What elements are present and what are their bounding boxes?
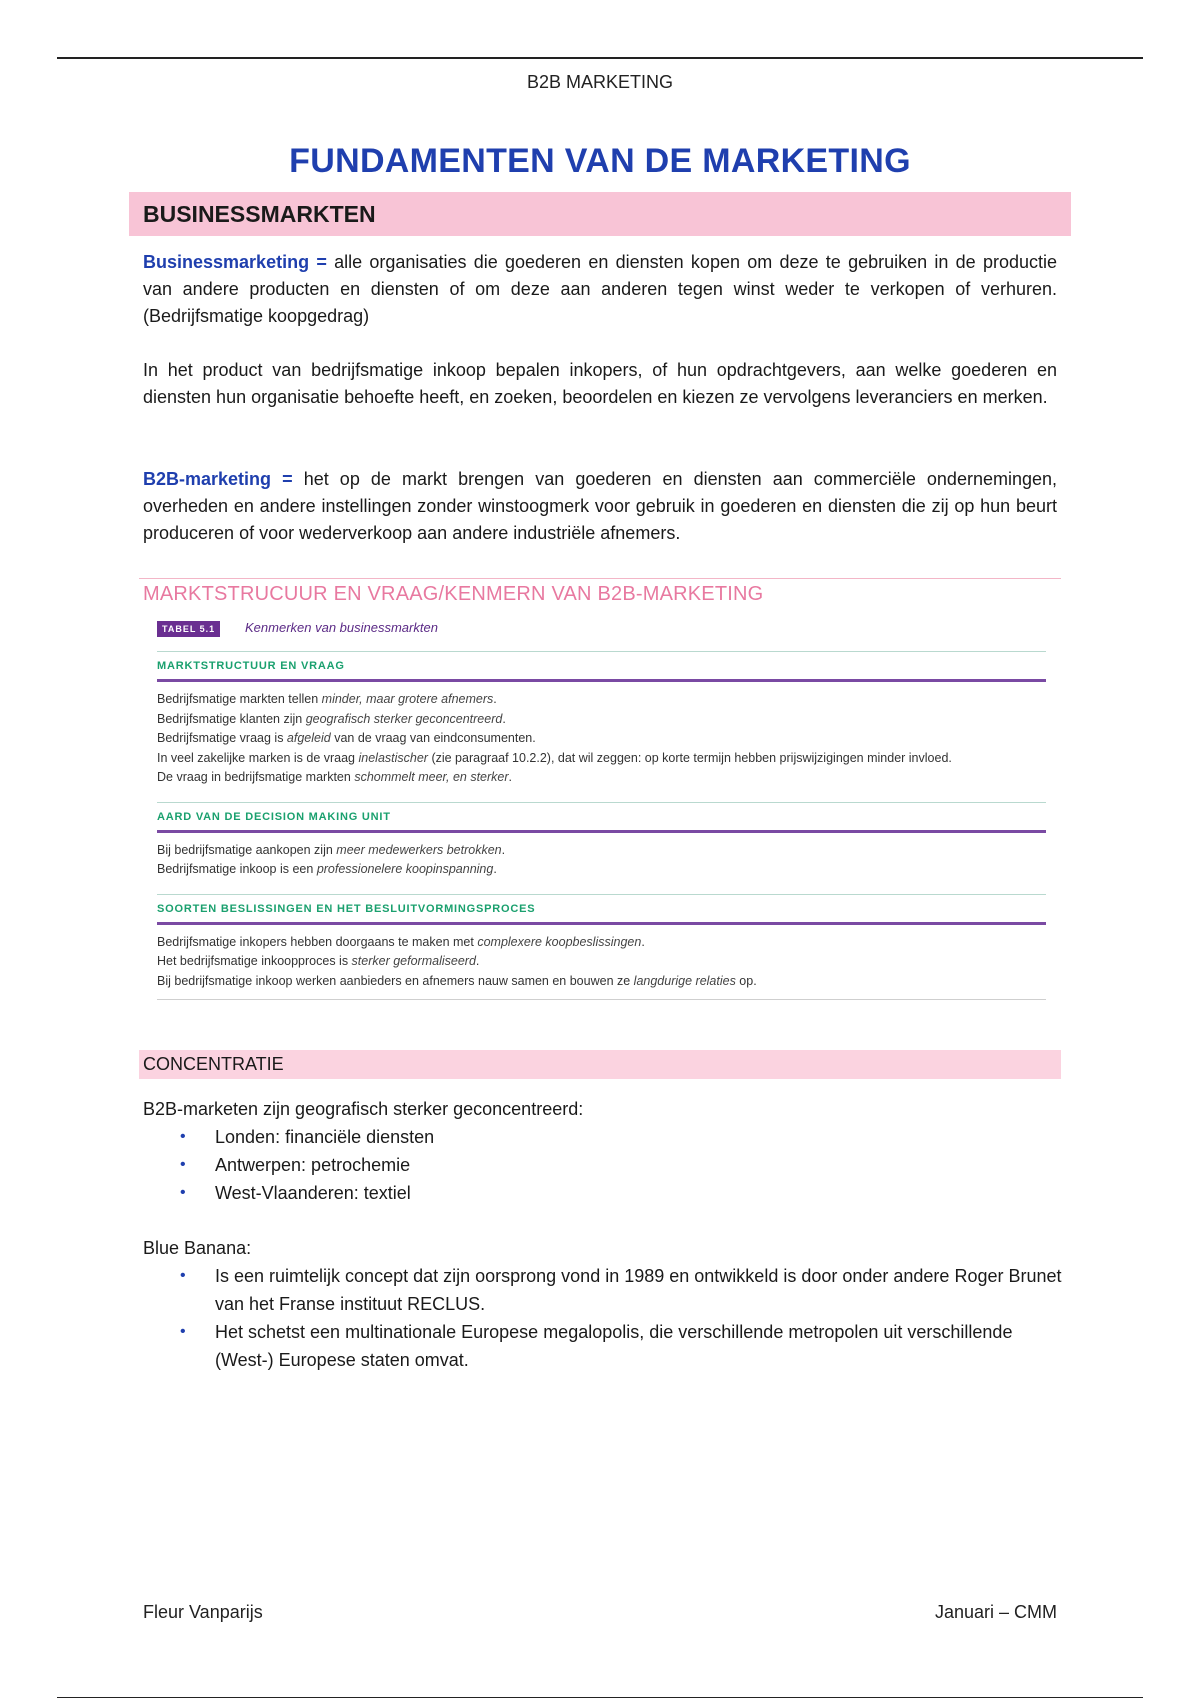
row-text: . xyxy=(493,692,497,706)
bullet-icon: • xyxy=(180,1323,186,1340)
row-text: Bij bedrijfsmatige aankopen zijn xyxy=(157,842,337,857)
row-text: op. xyxy=(735,973,757,988)
blue-banana-list xyxy=(143,1262,1063,1374)
row-emphasis: sterker geformaliseerd xyxy=(351,954,476,968)
group-heading: MARKTSTRUCTUUR EN VRAAG xyxy=(157,660,345,672)
list-item-text: Het schetst een multinationale Europese megalopolis, die verschillende metropolen uit verschillende (West-) Europese staten omvat. xyxy=(215,1322,1013,1370)
definition-text: alle organisaties die goederen en diensten kopen om deze te gebruiken in de productie van andere producten en diensten of om deze aan anderen tegen winst weder te verkopen of verhuren. (Bedrijfsmatige koopgedrag) xyxy=(143,252,1058,326)
row-emphasis: professionelere koopinspanning xyxy=(316,862,494,876)
list-item-text: West-Vlaanderen: textiel xyxy=(215,1183,411,1203)
row-text: . xyxy=(508,770,513,784)
row-emphasis: geografisch sterker geconcentreerd xyxy=(305,711,503,726)
term-businessmarketing: Businessmarketing xyxy=(143,252,310,272)
running-header: B2B MARKETING xyxy=(526,72,674,92)
row-text: . xyxy=(502,711,506,726)
list-item xyxy=(143,1262,1063,1318)
footer-info: Januari – CMM xyxy=(934,1602,1057,1622)
row-emphasis: schommelt meer, en sterker xyxy=(354,770,509,784)
table-group xyxy=(157,894,1046,998)
row-text: . xyxy=(641,934,645,949)
group-heading: SOORTEN BESLISSINGEN EN HET BESLUITVORMINGSPROCES xyxy=(157,902,536,915)
table-row xyxy=(157,860,1046,880)
term-b2b-marketing: B2B-marketing xyxy=(143,469,272,489)
table-groups xyxy=(157,651,1046,997)
row-text: van de vraag van eindconsumenten. xyxy=(330,731,536,745)
footer-rule xyxy=(57,1697,1143,1698)
sub-heading: MARKTSTRUCUUR EN VRAAG/KENMERN VAN B2B-MARKETING xyxy=(143,583,764,605)
equals-sign: = xyxy=(271,469,304,489)
blue-banana-intro: Blue Banana: xyxy=(143,1238,252,1258)
equals-sign: = xyxy=(309,252,335,272)
kenmerken-table xyxy=(157,619,1046,1000)
page-title: FUNDAMENTEN VAN DE MARKETING xyxy=(289,142,911,180)
row-text: In veel zakelijke marken is de vraag xyxy=(157,750,359,765)
row-emphasis: meer medewerkers betrokken xyxy=(336,842,502,857)
table-row xyxy=(157,768,1046,788)
group-rows xyxy=(157,925,1046,998)
group-rows xyxy=(157,833,1046,886)
row-text: De vraag in bedrijfsmatige markten xyxy=(157,770,355,784)
header-rule xyxy=(57,57,1143,59)
row-text: . xyxy=(501,842,506,857)
bullet-icon: • xyxy=(180,1128,186,1145)
table-end-line xyxy=(157,999,1046,1000)
divider xyxy=(139,578,1061,579)
list-item-text: Antwerpen: petrochemie xyxy=(215,1155,411,1175)
bullet-icon: • xyxy=(180,1267,186,1284)
table-row xyxy=(157,933,1046,953)
table-row xyxy=(157,952,1046,972)
row-text: Bedrijfsmatige vraag is xyxy=(157,731,287,745)
row-text: Bedrijfsmatige inkopers hebben doorgaans te maken met xyxy=(157,934,478,949)
concentratie-intro: B2B-marketen zijn geografisch sterker geconcentreerd: xyxy=(143,1099,584,1119)
concentratie-list xyxy=(143,1123,1063,1207)
definition-b2b-marketing xyxy=(143,466,1057,547)
row-text: (zie paragraaf 10.2.2), dat wil zeggen: op korte termijn hebben prijswijzigingen minder invloed. xyxy=(427,750,952,765)
table-row xyxy=(157,690,1046,710)
list-item xyxy=(143,1151,1063,1179)
list-item-text: Londen: financiële diensten xyxy=(215,1127,435,1147)
row-text: Bedrijfsmatige klanten zijn xyxy=(157,711,306,726)
table-row xyxy=(157,710,1046,730)
table-row xyxy=(157,749,1046,769)
row-text: Bedrijfsmatige inkoop is een xyxy=(157,862,317,876)
bullet-icon: • xyxy=(180,1156,186,1173)
section-heading: BUSINESSMARKTEN xyxy=(129,192,1071,236)
group-rows xyxy=(157,682,1046,794)
table-tag: TABEL 5.1 xyxy=(157,621,220,637)
list-item xyxy=(143,1318,1063,1374)
group-heading: AARD VAN DE DECISION MAKING UNIT xyxy=(157,810,391,823)
list-item xyxy=(143,1179,1063,1207)
bullet-icon: • xyxy=(180,1184,186,1201)
table-caption-row xyxy=(157,619,1046,643)
row-text: . xyxy=(475,954,480,968)
definition-businessmarketing xyxy=(143,249,1057,330)
table-row xyxy=(157,841,1046,861)
row-text: . xyxy=(493,862,497,876)
list-item xyxy=(143,1123,1063,1151)
definition-text: het op de markt brengen van goederen en diensten aan commerciële ondernemingen, overheden en andere instellingen zonder winstoogmerk voor gebruik in goederen en diensten die zij op hun beurt produceren of voor wederverkoop aan andere industriële afnemers. xyxy=(143,469,1058,543)
concentratie-heading: CONCENTRATIE xyxy=(139,1050,1061,1079)
row-emphasis: afgeleid xyxy=(286,731,331,745)
table-caption: Kenmerken van businessmarkten xyxy=(245,620,438,635)
blue-banana-block xyxy=(143,1234,1063,1374)
table-row xyxy=(157,972,1046,992)
row-emphasis: inelastischer xyxy=(358,750,428,765)
row-text: Bij bedrijfsmatige inkoop werken aanbieders en afnemers nauw samen en bouwen ze xyxy=(157,973,634,988)
row-text: Het bedrijfsmatige inkoopproces is xyxy=(157,954,352,968)
table-row xyxy=(157,729,1046,749)
paragraph-inkoop: In het product van bedrijfsmatige inkoop bepalen inkopers, of hun opdrachtgevers, aan welke goederen en diensten hun organisatie behoefte heeft, en zoeken, beoordelen en kiezen ze vervolgens leveranciers en merken. xyxy=(143,360,1057,407)
row-emphasis: minder, maar grotere afnemers xyxy=(321,692,494,706)
table-group xyxy=(157,802,1046,886)
concentratie-block xyxy=(143,1095,1063,1207)
table-group xyxy=(157,651,1046,794)
list-item-text: Is een ruimtelijk concept dat zijn oorsprong vond in 1989 en ontwikkeld is door onder andere Roger Brunet van het Franse instituut RECLUS. xyxy=(215,1266,1062,1314)
row-text: Bedrijfsmatige markten tellen xyxy=(157,692,322,706)
footer-author: Fleur Vanparijs xyxy=(143,1602,263,1622)
row-emphasis: complexere koopbeslissingen xyxy=(477,934,642,949)
row-emphasis: langdurige relaties xyxy=(633,973,736,988)
